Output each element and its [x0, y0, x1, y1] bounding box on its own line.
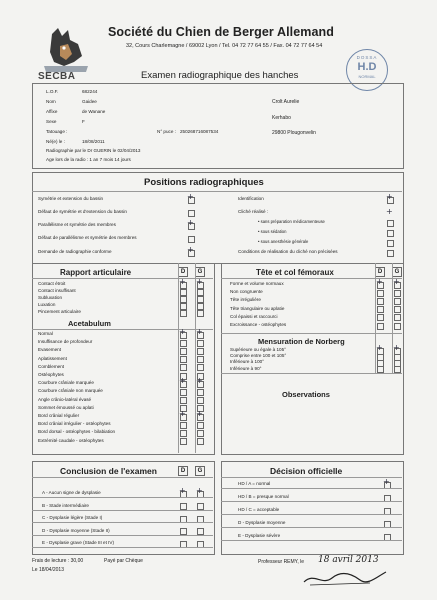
professor-label: Professeur REMY, le	[258, 559, 305, 565]
handwritten-date: 18 avril 2013	[318, 555, 379, 565]
sexe-label: Sexe	[46, 119, 57, 124]
check-mark-icon: +	[196, 277, 203, 286]
acetabulum-checkbox[interactable]	[197, 389, 204, 396]
decision-label: HD / C = acceptable	[238, 507, 280, 512]
acetabulum-checkbox[interactable]	[180, 340, 187, 347]
acetabulum-label: Ostéophytes	[38, 372, 64, 377]
row-divider	[32, 510, 213, 511]
positions-title: Positions radiographiques	[144, 177, 264, 188]
norberg-label: Inférieure à 100°	[230, 359, 265, 365]
acetabulum-checkbox[interactable]	[197, 364, 204, 371]
col-d-header: D	[178, 267, 188, 277]
rapport-checkbox[interactable]	[180, 296, 187, 303]
acetabulum-label: Bord crânial irrégulier - ostéophytes	[38, 421, 111, 427]
tete-label: Non congruente	[230, 289, 263, 295]
tete-checkbox[interactable]	[394, 323, 401, 330]
tete-label: Tête irrégulière	[230, 297, 261, 303]
tete-checkbox[interactable]	[377, 306, 384, 313]
check-mark-icon: +	[196, 327, 203, 336]
rapport-checkbox[interactable]	[197, 310, 204, 317]
conclusion-label: E - Dysplasie grave (Stade III et IV)	[42, 540, 114, 545]
check-mark-icon: +	[386, 192, 393, 201]
row-divider	[221, 540, 402, 541]
secba-logo	[38, 26, 94, 84]
acetabulum-checkbox[interactable]	[197, 438, 204, 445]
row-divider	[221, 514, 402, 515]
nom-value: Gaidee	[82, 99, 97, 104]
position-item: Parallélisme et symétrie des membres	[38, 222, 116, 227]
acetabulum-checkbox[interactable]	[180, 430, 187, 437]
rapport-checkbox[interactable]	[197, 303, 204, 310]
puce-value: 250268716087534	[180, 129, 219, 134]
tete-label: Forme et volume normaux	[230, 281, 284, 286]
lof-value: 682244	[82, 89, 98, 94]
acetabulum-label: Evasement	[38, 347, 61, 353]
check-mark-icon: +	[196, 376, 203, 386]
rapport-label: Contact insuffisant	[38, 288, 76, 293]
rapport-checkbox[interactable]	[197, 289, 204, 296]
conclusion-label: D - Dysplasie moyenne (Stade II)	[42, 527, 110, 533]
owner-name: Crolt Aurelie	[272, 99, 300, 105]
position-item: • sous anesthésie générale	[258, 239, 309, 244]
norberg-label: Inférieure à 90°	[230, 365, 262, 371]
check-mark-icon: +	[383, 477, 390, 486]
decision-label: D - Dysplasie moyenne	[238, 520, 286, 525]
row-divider	[221, 527, 402, 528]
check-mark-icon: +	[196, 486, 203, 495]
age-at-radio: Age lors de la radio : 1 an 7 mois 14 jours	[46, 157, 131, 162]
check-mark-icon: +	[376, 343, 383, 352]
position-item: Défaut de parallélisme et symétrie des membres	[38, 235, 137, 240]
acetabulum-label: Courbure crâniale non marquée	[38, 388, 103, 394]
logo-text: SECBA	[38, 71, 76, 82]
rapport-checkbox[interactable]	[180, 303, 187, 310]
acetabulum-label: Normal	[38, 331, 53, 336]
rapport-title: Rapport articulaire	[60, 268, 132, 277]
lof-label: L.O.F.	[46, 89, 59, 94]
nom-label: Nom	[46, 99, 56, 104]
rapport-checkbox[interactable]	[180, 289, 187, 296]
acetabulum-checkbox[interactable]	[180, 364, 187, 371]
col-d-header: D	[178, 466, 188, 476]
owner-city: 29800 Plougonvelin	[272, 130, 316, 136]
col-g-header: G	[392, 267, 402, 277]
acetabulum-label: Courbure crâniale marquée	[38, 380, 94, 386]
acetabulum-checkbox[interactable]	[197, 348, 204, 355]
check-mark-icon: +	[187, 218, 194, 227]
stamp-top-text: DOSSA	[356, 55, 378, 60]
affixe-value: de Wanane	[82, 109, 106, 114]
conclusion-label: B - Stade intermédiaire	[42, 502, 89, 508]
decision-label: HD / B = presque normal	[238, 494, 289, 499]
acetabulum-checkbox[interactable]	[197, 356, 204, 363]
row-divider	[32, 547, 213, 548]
tete-checkbox[interactable]	[394, 306, 401, 313]
signature	[300, 568, 390, 588]
decision-title: Décision officielle	[270, 466, 343, 476]
acetabulum-label: Sommet émoussé ou aplati	[38, 404, 94, 410]
acetabulum-label: Comblement	[38, 363, 65, 369]
row-divider	[221, 501, 402, 502]
rapport-label: Luxation	[38, 302, 56, 307]
position-checkbox[interactable]	[188, 210, 195, 217]
acetabulum-checkbox[interactable]	[180, 389, 187, 396]
position-item: Demande de radiographie conforme	[38, 249, 112, 254]
position-checkbox[interactable]	[387, 230, 394, 237]
row-divider	[32, 535, 213, 536]
tete-label: Excroissance - ostéophytes	[230, 322, 287, 327]
check-mark-icon: +	[179, 486, 186, 495]
tete-checkbox[interactable]	[394, 290, 401, 297]
row-divider	[221, 488, 402, 489]
birth-label: Né(e) le :	[46, 139, 65, 144]
position-checkbox[interactable]	[387, 240, 394, 247]
society-address: 32, Cours Charlemagne / 69002 Lyon / Tel. 04 72 77 64 55 / Fax. 04 72 77 64 54	[126, 43, 323, 49]
check-mark-icon: +	[179, 277, 186, 286]
tete-checkbox[interactable]	[394, 298, 401, 305]
affixe-label: Affixe	[46, 109, 58, 114]
position-item: • sous sédation	[258, 229, 287, 234]
tete-title: Tête et col fémoraux	[256, 268, 334, 277]
decision-label: HD / A = normal	[238, 481, 271, 486]
acetabulum-label: Aplatissement	[38, 355, 67, 361]
norberg-title: Mensuration de Norberg	[258, 337, 345, 346]
norberg-label: Comprise entre 100 et 105°	[230, 353, 287, 359]
birth-value: 18/08/2011	[82, 139, 105, 144]
rapport-label: Contact étroit	[38, 281, 66, 286]
position-checkbox[interactable]	[387, 250, 394, 257]
check-mark-icon: +	[386, 207, 393, 216]
owner-place: Kerhabo	[272, 115, 291, 121]
check-mark-icon: +	[376, 277, 383, 286]
sexe-value: F	[82, 119, 85, 124]
tatouage-label: Tatouage :	[46, 129, 68, 134]
tete-checkbox[interactable]	[394, 314, 401, 321]
row-divider	[32, 522, 213, 523]
position-checkbox[interactable]	[188, 236, 195, 243]
footer-date: Le 18/04/2013	[32, 567, 64, 573]
tete-label: Tête triangulaire ou aplatie	[230, 305, 285, 311]
reading-fee: Frais de lecture : 30,00	[32, 558, 84, 564]
acetabulum-label: Angle crânio-latéral évasé	[38, 396, 92, 402]
col-d-header: D	[375, 267, 385, 277]
conclusion-label: A - Aucun signe de dysplasie	[42, 490, 101, 495]
position-item: Conditions de réalisation du cliché non précisées	[238, 249, 338, 254]
check-mark-icon: +	[187, 192, 194, 201]
document-subtitle: Examen radiographique des hanches	[141, 70, 299, 81]
row-divider	[32, 497, 213, 498]
acetabulum-title: Acetabulum	[68, 319, 111, 328]
decision-label: E - Dysplasie sévère	[238, 533, 281, 538]
tete-label: Col épaissi et raccourci	[230, 313, 278, 319]
position-item: Cliché réalisé :	[238, 209, 269, 214]
rapport-checkbox[interactable]	[197, 296, 204, 303]
position-item: Identification	[238, 196, 264, 201]
conclusion-label: C - Dysplasie légère (Stade I)	[42, 515, 103, 520]
acetabulum-checkbox[interactable]	[180, 438, 187, 445]
check-mark-icon: +	[187, 245, 194, 254]
norberg-label: Supérieure ou égale à 105°	[230, 347, 286, 352]
acetabulum-checkbox[interactable]	[180, 422, 187, 429]
stamp-bottom-text: NORMAL	[358, 74, 376, 79]
tete-checkbox[interactable]	[377, 314, 384, 321]
col-g-header: G	[195, 267, 205, 277]
rapport-checkbox[interactable]	[180, 310, 187, 317]
acetabulum-label: Bord crânial régulier	[38, 413, 80, 418]
check-mark-icon: +	[179, 327, 186, 336]
acetabulum-label: Bord dorsal - ostéophytes - bilabiation	[38, 429, 116, 435]
col-g-header: G	[195, 466, 205, 476]
rapport-label: Pincement articulaire	[38, 309, 81, 314]
check-mark-icon: +	[196, 409, 203, 418]
stamp-grade: H.D	[357, 61, 377, 73]
puce-label: N° puce :	[157, 129, 176, 134]
acetabulum-checkbox[interactable]	[197, 397, 204, 404]
acetabulum-checkbox[interactable]	[197, 340, 204, 347]
check-mark-icon: +	[393, 277, 400, 286]
radiography-info: Radiographie par le Dr GUERIN le 02/04/2013	[46, 148, 141, 153]
position-item: • sans préparation médicamenteuse	[258, 219, 325, 224]
acetabulum-checkbox[interactable]	[180, 397, 187, 404]
tete-checkbox[interactable]	[377, 290, 384, 297]
acetabulum-checkbox[interactable]	[197, 422, 204, 429]
conclusion-title: Conclusion de l'examen	[60, 466, 157, 476]
position-item: Symétrie et extension du bassin	[38, 196, 104, 201]
check-mark-icon: +	[393, 343, 400, 352]
acetabulum-label: Extrémité caudale - ostéophytes	[38, 437, 104, 443]
acetabulum-checkbox[interactable]	[197, 430, 204, 437]
check-mark-icon: +	[179, 376, 186, 386]
acetabulum-checkbox[interactable]	[180, 348, 187, 355]
payment-method: Payé par Chèque	[104, 558, 143, 564]
tete-checkbox[interactable]	[377, 298, 384, 305]
position-item: Défaut de symétrie et d'extension du bassin	[38, 209, 127, 214]
check-mark-icon: +	[179, 409, 186, 418]
society-title: Société du Chien de Berger Allemand	[108, 25, 335, 39]
acetabulum-label: Insuffisance de profondeur	[38, 339, 93, 345]
position-checkbox[interactable]	[387, 220, 394, 227]
acetabulum-checkbox[interactable]	[180, 356, 187, 363]
observations-title: Observations	[282, 390, 330, 399]
rapport-label: Subluxation	[38, 295, 63, 300]
tete-checkbox[interactable]	[377, 323, 384, 330]
